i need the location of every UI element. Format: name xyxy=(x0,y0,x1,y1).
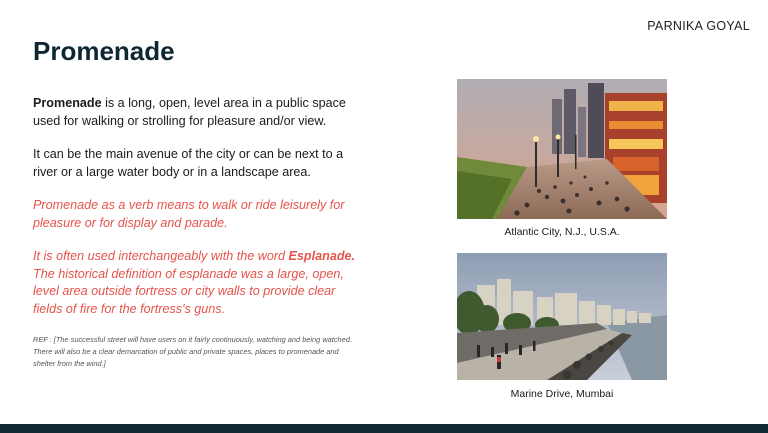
marine-drive-photo xyxy=(457,253,667,380)
slide-title: Promenade xyxy=(33,36,175,66)
atlantic-city-photo xyxy=(457,79,667,219)
esplanade-definition: The historical definition of esplanade was a large, open, level area outside fortress or city walls to provide clear fields of fire for the fortress's guns. xyxy=(33,266,344,316)
reference-note: REF : [The successful street will have users on it fairly continuously, watching and being watched. There will also be a clear demarcation of public and private spaces, places to promenade and shelter from the wind.] xyxy=(33,335,352,368)
marine-drive-caption: Marine Drive, Mumbai xyxy=(510,388,614,400)
author-name: PARNIKA GOYAL xyxy=(647,19,750,33)
esplanade-intro: It is often used interchangeably with the word xyxy=(33,249,289,263)
paragraph-esplanade xyxy=(33,248,358,318)
paragraph-definition xyxy=(33,95,358,130)
paragraph-avenue: It can be the main avenue of the city or can be next to a river or a large water body or in a landscape area. xyxy=(33,147,344,179)
atlantic-city-caption: Atlantic City, N.J., U.S.A. xyxy=(504,226,620,238)
term-promenade: Promenade xyxy=(33,96,102,110)
definition-text: is a long, open, level area in a public space used for walking or strolling for pleasure and/or view. xyxy=(33,96,346,128)
footer-bar xyxy=(0,424,768,433)
term-esplanade: Esplanade. xyxy=(288,249,356,263)
slide-body xyxy=(33,95,358,370)
paragraph-verb: Promenade as a verb means to walk or ride leisurely for pleasure or for display and parade. xyxy=(33,198,345,230)
